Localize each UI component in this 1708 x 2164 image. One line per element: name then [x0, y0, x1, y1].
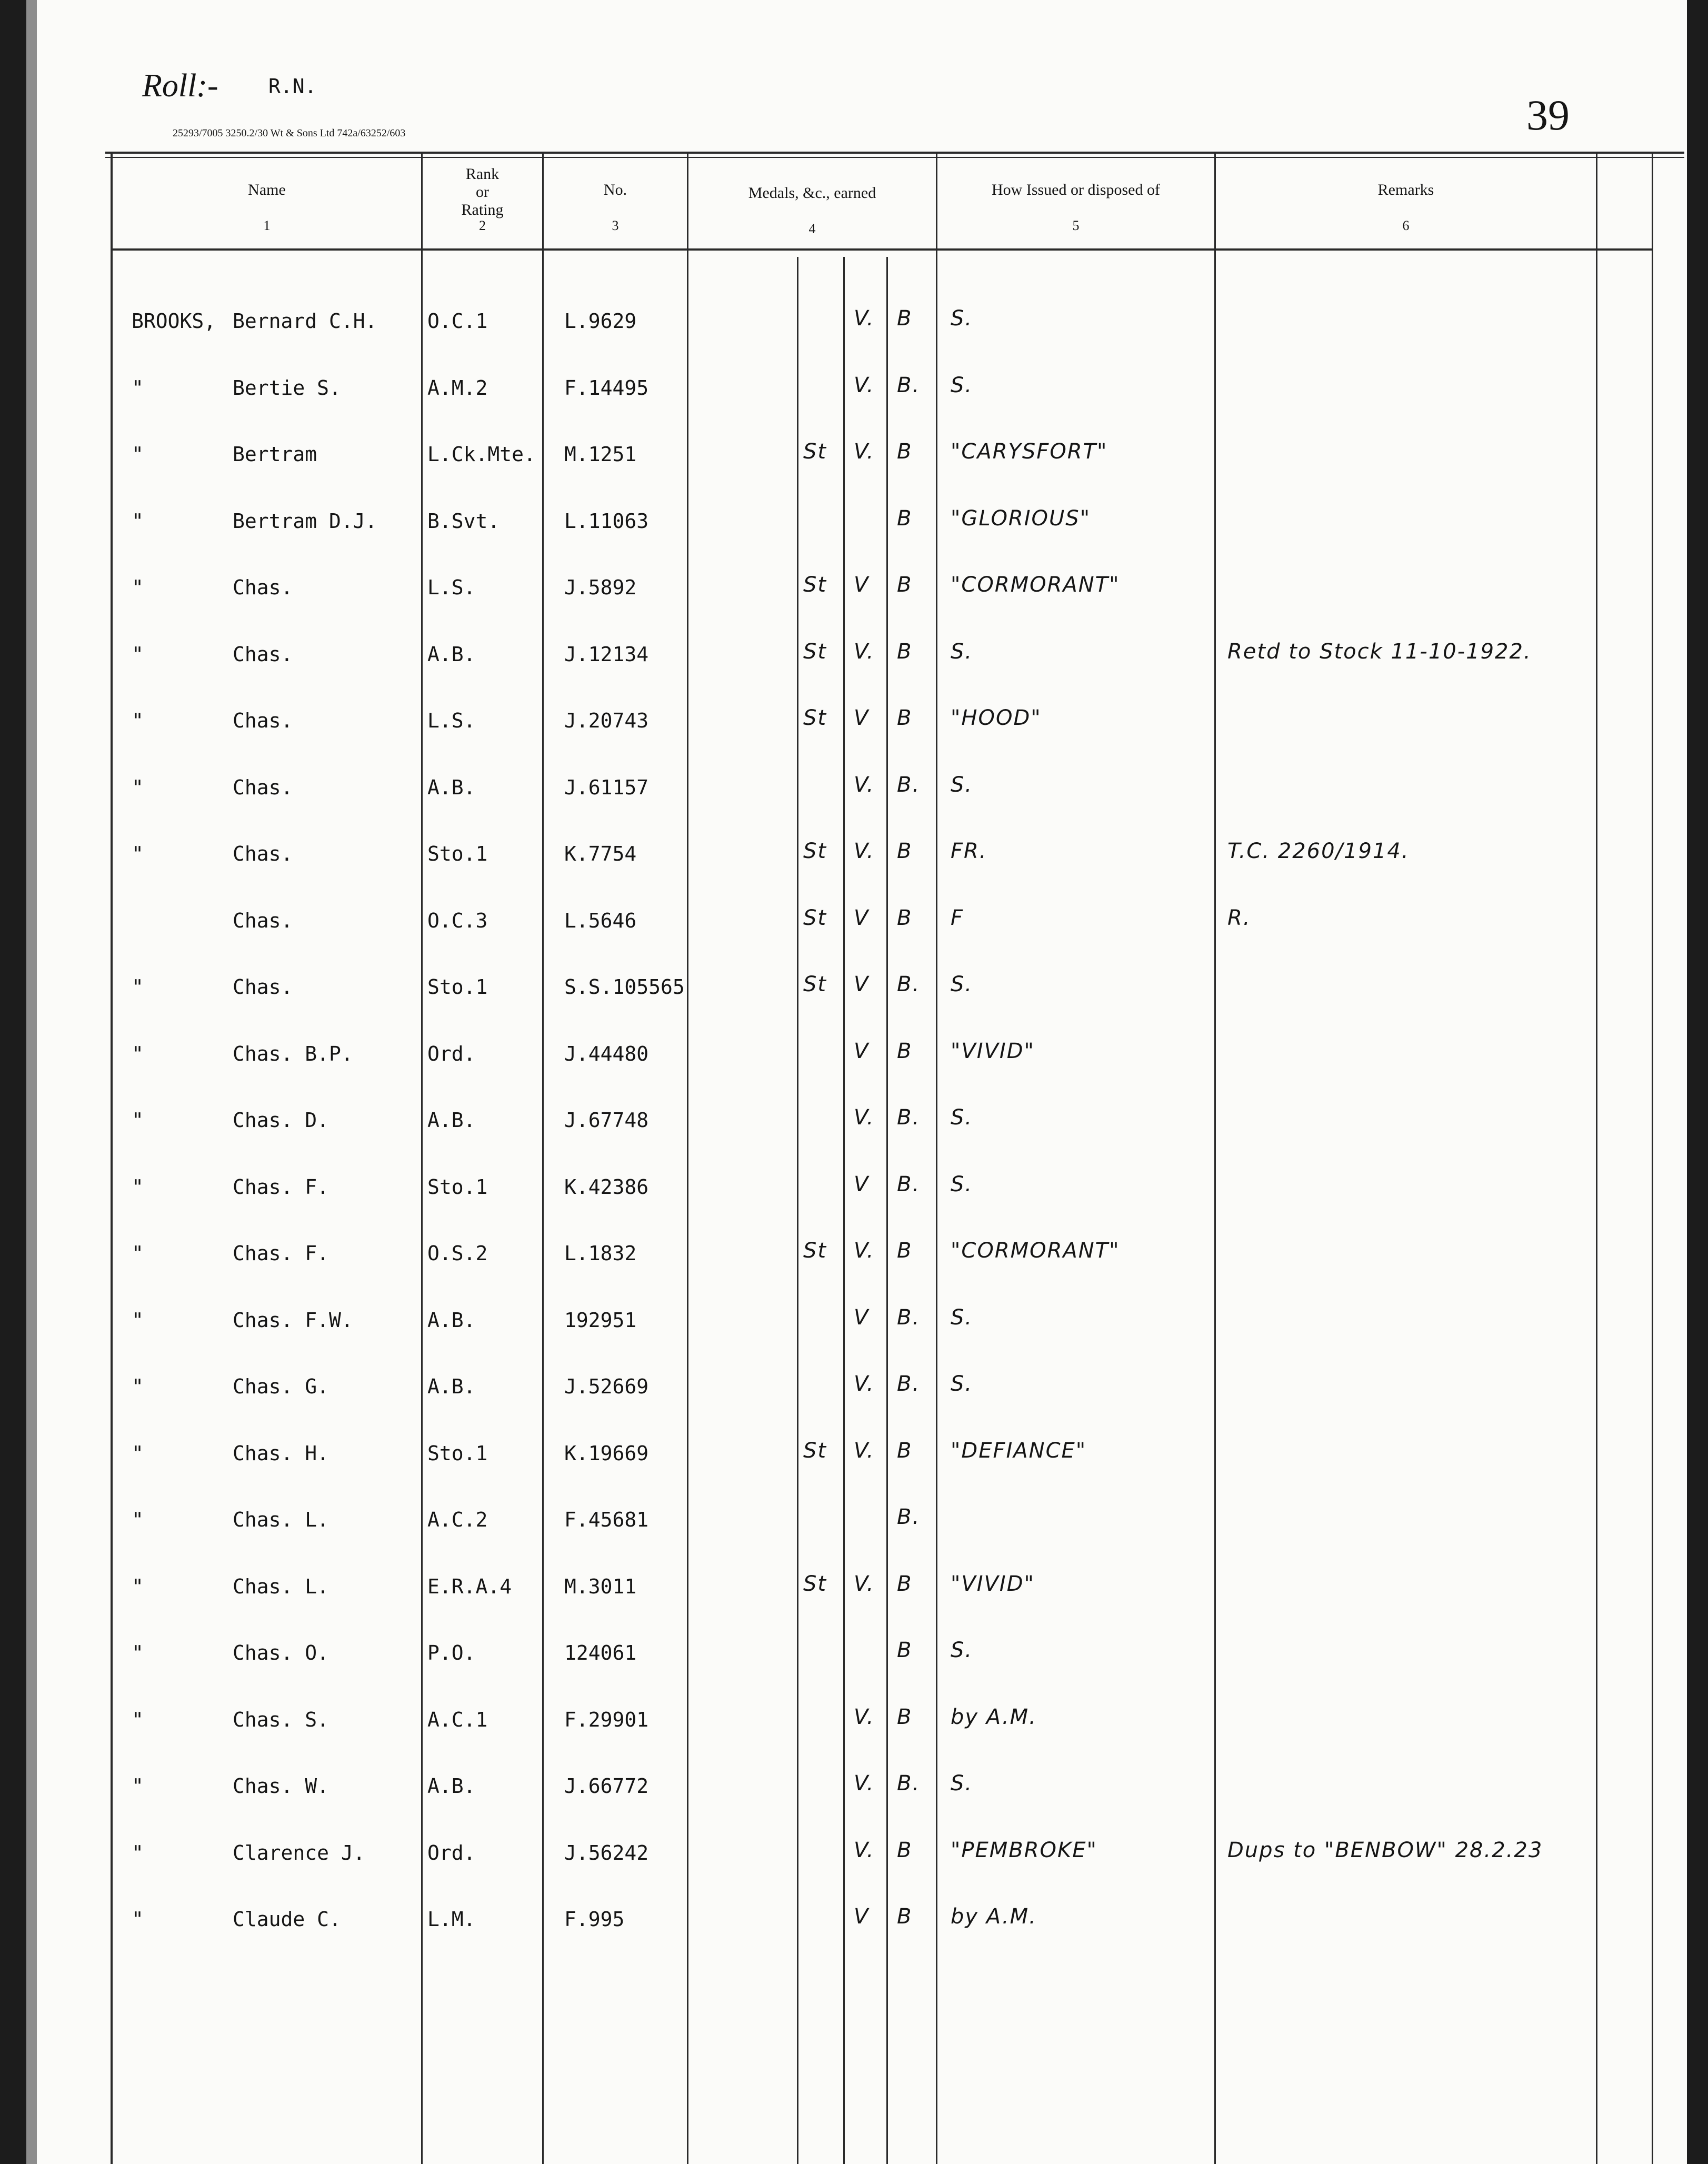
- entry-victory-medal: V.: [854, 1439, 875, 1463]
- entry-service-number: L.11063: [564, 510, 649, 533]
- entry-british-medal: B: [897, 706, 913, 730]
- entry-service-number: J.12134: [564, 643, 649, 666]
- entry-victory-medal: V.: [854, 1239, 875, 1263]
- binding-edge: [26, 0, 37, 2164]
- entry-british-medal: B: [897, 1039, 913, 1063]
- entry-star-medal: St: [803, 839, 827, 863]
- entry-surname: ": [132, 376, 144, 400]
- entry-rank: A.M.2: [427, 376, 488, 400]
- entry-issued: S.: [951, 773, 973, 797]
- entry-british-medal: B: [897, 906, 913, 930]
- entry-service-number: 192951: [564, 1309, 637, 1332]
- medal-subline-3: [886, 257, 888, 2164]
- entry-remarks: R.: [1227, 906, 1251, 930]
- entry-victory-medal: V.: [854, 1572, 875, 1596]
- entry-issued: S.: [951, 640, 973, 664]
- entry-surname: BROOKS,: [132, 310, 216, 333]
- entry-forename: Chas. O.: [233, 1641, 329, 1664]
- col-num-name: 1: [263, 218, 271, 233]
- entry-rank: O.S.2: [427, 1242, 488, 1265]
- entry-victory-medal: V.: [854, 440, 875, 464]
- col-line-remarks: [1596, 153, 1597, 2164]
- entry-victory-medal: V.: [854, 1771, 875, 1796]
- entry-surname: ": [132, 1442, 144, 1465]
- entry-issued: "VIVID": [951, 1572, 1035, 1596]
- entry-surname: ": [132, 1042, 144, 1065]
- entry-rank: A.C.1: [427, 1708, 488, 1731]
- entry-service-number: L.9629: [564, 310, 637, 333]
- entry-rank: Ord.: [427, 1841, 476, 1864]
- entry-victory-medal: V.: [854, 839, 875, 863]
- entry-surname: ": [132, 643, 144, 666]
- entry-issued: by A.M.: [951, 1705, 1037, 1729]
- entry-issued: "GLORIOUS": [951, 506, 1091, 531]
- entry-service-number: M.3011: [564, 1575, 637, 1598]
- entry-british-medal: B: [897, 1638, 913, 1662]
- entry-issued: "CORMORANT": [951, 1239, 1120, 1263]
- entry-forename: Bertram D.J.: [233, 510, 377, 533]
- entry-forename: Chas. F.: [233, 1175, 329, 1199]
- entry-service-number: J.44480: [564, 1042, 649, 1065]
- entry-forename: Chas. F.W.: [233, 1309, 353, 1332]
- entry-rank: O.C.1: [427, 310, 488, 333]
- entry-star-medal: St: [803, 440, 827, 464]
- col-num-remarks: 6: [1402, 218, 1410, 233]
- col-line-right: [1652, 153, 1653, 2164]
- entry-surname: ": [132, 1641, 144, 1664]
- entry-surname: ": [132, 1774, 144, 1798]
- medal-subline-1: [797, 257, 798, 2164]
- entry-issued: S.: [951, 1638, 973, 1662]
- entry-british-medal: B.: [897, 373, 921, 397]
- entry-surname: ": [132, 1908, 144, 1931]
- col-num-number: 3: [612, 218, 619, 233]
- entry-service-number: K.19669: [564, 1442, 649, 1465]
- entry-british-medal: B.: [897, 972, 921, 996]
- entry-forename: Chas. H.: [233, 1442, 329, 1465]
- entry-surname: ": [132, 1508, 144, 1531]
- entry-rank: Sto.1: [427, 1175, 488, 1199]
- entry-surname: ": [132, 1309, 144, 1332]
- entry-star-medal: St: [803, 573, 827, 597]
- entry-service-number: 124061: [564, 1641, 637, 1664]
- entry-service-number: J.52669: [564, 1375, 649, 1398]
- entry-forename: Chas. S.: [233, 1708, 329, 1731]
- entry-rank: Sto.1: [427, 975, 488, 999]
- col-header-rank: Rank or Rating: [461, 165, 504, 218]
- entry-issued: F: [951, 906, 964, 930]
- entry-rank: E.R.A.4: [427, 1575, 512, 1598]
- entry-service-number: F.45681: [564, 1508, 649, 1531]
- col-header-medals: Medals, &c., earned: [748, 184, 876, 202]
- entry-surname: ": [132, 576, 144, 599]
- entry-victory-medal: V: [854, 706, 870, 730]
- entry-surname: ": [132, 1841, 144, 1864]
- entry-forename: Chas. F.: [233, 1242, 329, 1265]
- top-rule-thin: [105, 157, 1684, 158]
- entry-issued: S.: [951, 1372, 973, 1396]
- entry-issued: "DEFIANCE": [951, 1439, 1087, 1463]
- roll-label: Roll:-: [142, 68, 218, 104]
- entry-victory-medal: V.: [854, 640, 875, 664]
- entry-victory-medal: V.: [854, 306, 875, 331]
- entry-forename: Bertram: [233, 443, 317, 466]
- entry-british-medal: B: [897, 640, 913, 664]
- col-line-name: [421, 153, 423, 2164]
- entry-rank: Ord.: [427, 1042, 476, 1065]
- col-header-issued: How Issued or disposed of: [992, 181, 1160, 198]
- entry-service-number: K.42386: [564, 1175, 649, 1199]
- entry-rank: Sto.1: [427, 1442, 488, 1465]
- entry-surname: ": [132, 510, 144, 533]
- entry-rank: A.B.: [427, 1309, 476, 1332]
- col-line-left: [111, 153, 113, 2164]
- entry-forename: Clarence J.: [233, 1841, 365, 1864]
- entry-rank: Sto.1: [427, 842, 488, 865]
- entry-british-medal: B.: [897, 1505, 921, 1529]
- entry-forename: Chas. D.: [233, 1109, 329, 1132]
- entry-victory-medal: V.: [854, 1372, 875, 1396]
- col-header-name: Name: [248, 181, 286, 198]
- entry-forename: Chas.: [233, 975, 293, 999]
- entry-service-number: J.61157: [564, 776, 649, 799]
- entry-victory-medal: V.: [854, 773, 875, 797]
- roll-value: R.N.: [268, 75, 317, 98]
- entry-star-medal: St: [803, 1572, 827, 1596]
- entry-remarks: Dups to "BENBOW" 28.2.23: [1227, 1838, 1543, 1862]
- entry-british-medal: B.: [897, 1172, 921, 1196]
- entry-surname: ": [132, 776, 144, 799]
- entry-british-medal: B: [897, 506, 913, 531]
- entry-victory-medal: V.: [854, 1705, 875, 1729]
- entry-victory-medal: V: [854, 972, 870, 996]
- entry-surname: ": [132, 975, 144, 999]
- header-rule: [111, 248, 1653, 251]
- print-reference: 25293/7005 3250.2/30 Wt & Sons Ltd 742a/63252/603: [173, 127, 406, 139]
- entry-victory-medal: V: [854, 1039, 870, 1063]
- entry-service-number: F.14495: [564, 376, 649, 400]
- col-num-issued: 5: [1072, 218, 1080, 233]
- entry-issued: "CORMORANT": [951, 573, 1120, 597]
- entry-rank: A.B.: [427, 1774, 476, 1798]
- entry-star-medal: St: [803, 906, 827, 930]
- entry-rank: B.Svt.: [427, 510, 500, 533]
- entry-surname: ": [132, 1575, 144, 1598]
- entry-forename: Chas. L.: [233, 1575, 329, 1598]
- entry-rank: P.O.: [427, 1641, 476, 1664]
- entry-forename: Bernard C.H.: [233, 310, 377, 333]
- entry-surname: ": [132, 1375, 144, 1398]
- entry-issued: "CARYSFORT": [951, 440, 1108, 464]
- entry-surname: ": [132, 842, 144, 865]
- entry-victory-medal: V.: [854, 1838, 875, 1862]
- entry-forename: Claude C.: [233, 1908, 341, 1931]
- entry-forename: Chas.: [233, 643, 293, 666]
- entry-rank: A.B.: [427, 1375, 476, 1398]
- entry-issued: by A.M.: [951, 1904, 1037, 1929]
- entry-issued: S.: [951, 1172, 973, 1196]
- entry-british-medal: B: [897, 1439, 913, 1463]
- entry-star-medal: St: [803, 1439, 827, 1463]
- entry-british-medal: B.: [897, 1372, 921, 1396]
- entry-service-number: S.S.105565: [564, 975, 685, 999]
- entry-forename: Chas. W.: [233, 1774, 329, 1798]
- entry-british-medal: B: [897, 440, 913, 464]
- entry-victory-medal: V: [854, 906, 870, 930]
- entry-issued: S.: [951, 373, 973, 397]
- entry-surname: ": [132, 1708, 144, 1731]
- entry-victory-medal: V.: [854, 373, 875, 397]
- entry-rank: L.M.: [427, 1908, 476, 1931]
- entry-forename: Chas. G.: [233, 1375, 329, 1398]
- entry-issued: S.: [951, 1771, 973, 1796]
- entry-british-medal: B: [897, 1705, 913, 1729]
- entry-forename: Chas. B.P.: [233, 1042, 353, 1065]
- entry-forename: Chas.: [233, 709, 293, 732]
- entry-issued: "PEMBROKE": [951, 1838, 1097, 1862]
- entry-issued: FR.: [951, 839, 987, 863]
- entry-surname: ": [132, 1175, 144, 1199]
- entry-forename: Chas.: [233, 576, 293, 599]
- entry-surname: ": [132, 443, 144, 466]
- entry-issued: S.: [951, 1305, 973, 1330]
- col-num-rank: 2: [479, 218, 486, 233]
- col-line-number: [687, 153, 688, 2164]
- medal-roll-page: [37, 0, 1687, 2164]
- entry-star-medal: St: [803, 640, 827, 664]
- entry-service-number: J.67748: [564, 1109, 649, 1132]
- entry-surname: ": [132, 1242, 144, 1265]
- entry-service-number: J.20743: [564, 709, 649, 732]
- entry-issued: S.: [951, 1105, 973, 1130]
- entry-rank: A.B.: [427, 776, 476, 799]
- entry-rank: A.B.: [427, 643, 476, 666]
- entry-service-number: J.5892: [564, 576, 637, 599]
- col-line-rank: [542, 153, 544, 2164]
- entry-rank: L.S.: [427, 576, 476, 599]
- entry-service-number: L.5646: [564, 909, 637, 932]
- entry-forename: Chas.: [233, 776, 293, 799]
- entry-victory-medal: V: [854, 1172, 870, 1196]
- col-header-remarks: Remarks: [1377, 181, 1434, 198]
- entry-rank: A.C.2: [427, 1508, 488, 1531]
- entry-service-number: J.66772: [564, 1774, 649, 1798]
- col-line-issued: [1214, 153, 1216, 2164]
- entry-british-medal: B: [897, 306, 913, 331]
- entry-surname: ": [132, 1109, 144, 1132]
- entry-british-medal: B: [897, 573, 913, 597]
- entry-issued: "VIVID": [951, 1039, 1035, 1063]
- entry-victory-medal: V: [854, 573, 870, 597]
- col-header-number: No.: [603, 181, 627, 198]
- entry-forename: Bertie S.: [233, 376, 341, 400]
- entry-victory-medal: V.: [854, 1105, 875, 1130]
- entry-british-medal: B.: [897, 1305, 921, 1330]
- entry-british-medal: B: [897, 1904, 913, 1929]
- entry-forename: Chas. L.: [233, 1508, 329, 1531]
- entry-british-medal: B.: [897, 1771, 921, 1796]
- entry-issued: "HOOD": [951, 706, 1042, 730]
- entry-remarks: T.C. 2260/1914.: [1227, 839, 1410, 863]
- top-rule: [105, 152, 1684, 154]
- entry-british-medal: B: [897, 1838, 913, 1862]
- entry-service-number: M.1251: [564, 443, 637, 466]
- entry-victory-medal: V: [854, 1904, 870, 1929]
- entry-rank: O.C.3: [427, 909, 488, 932]
- entry-forename: Chas.: [233, 842, 293, 865]
- entry-rank: L.S.: [427, 709, 476, 732]
- col-line-medals: [936, 153, 937, 2164]
- entry-issued: S.: [951, 972, 973, 996]
- entry-star-medal: St: [803, 706, 827, 730]
- entry-british-medal: B: [897, 839, 913, 863]
- entry-remarks: Retd to Stock 11-10-1922.: [1227, 640, 1532, 664]
- entry-service-number: F.995: [564, 1908, 625, 1931]
- entry-victory-medal: V: [854, 1305, 870, 1330]
- entry-forename: Chas.: [233, 909, 293, 932]
- entry-rank: A.B.: [427, 1109, 476, 1132]
- page-number: 39: [1526, 91, 1570, 139]
- entry-service-number: L.1832: [564, 1242, 637, 1265]
- entry-service-number: F.29901: [564, 1708, 649, 1731]
- entry-service-number: K.7754: [564, 842, 637, 865]
- entry-service-number: J.56242: [564, 1841, 649, 1864]
- entry-british-medal: B: [897, 1239, 913, 1263]
- entry-british-medal: B: [897, 1572, 913, 1596]
- entry-surname: ": [132, 709, 144, 732]
- entry-british-medal: B.: [897, 1105, 921, 1130]
- entry-issued: S.: [951, 306, 973, 331]
- entry-british-medal: B.: [897, 773, 921, 797]
- entry-rank: L.Ck.Mte.: [427, 443, 536, 466]
- medal-subline-2: [843, 257, 845, 2164]
- entry-star-medal: St: [803, 1239, 827, 1263]
- entry-star-medal: St: [803, 972, 827, 996]
- col-num-medals: 4: [808, 221, 816, 236]
